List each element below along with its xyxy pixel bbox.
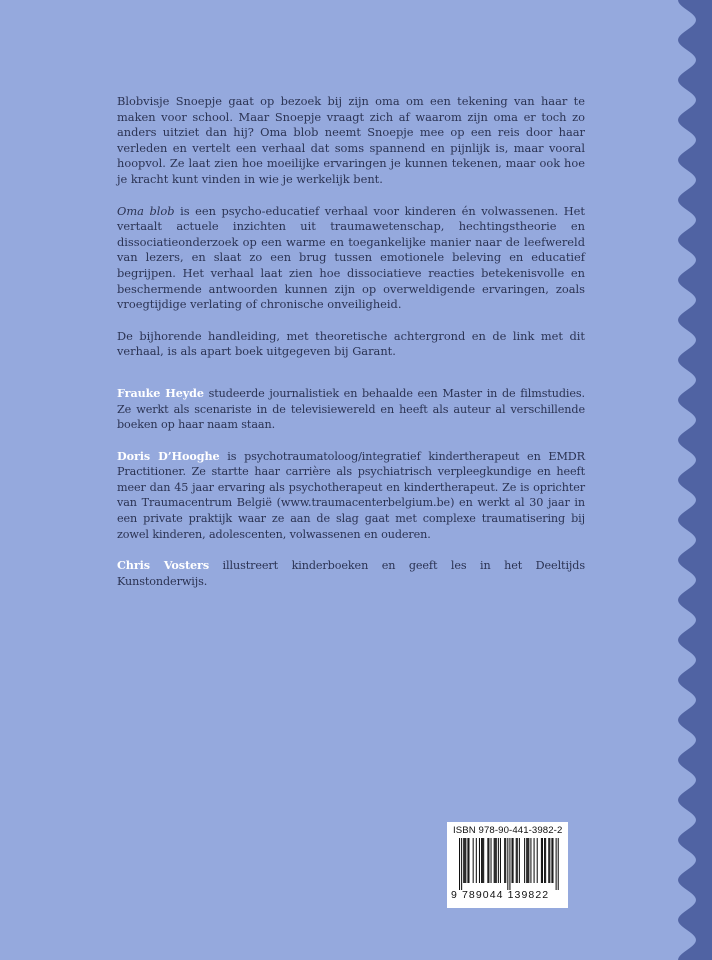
barcode-bar [534,838,535,883]
barcode-bar [491,838,492,883]
author-bio-text: studeerde journalistiek en behaalde een Master in de filmstudies. Ze werkt als scenariste in de televisiewereld en heeft als auteur al verschillende boeken op haar naam staan. [117,386,585,432]
barcode-bar [494,838,495,883]
blurb-paragraph-3: De bijhorende handleiding, met theoretische achtergrond en de link met dit verhaal, is als apart boek uitgegeven bij Garant. [117,328,585,359]
barcode-bar [512,838,513,883]
barcode-bar [483,838,484,883]
barcode-bar [513,838,514,883]
barcode-bar [519,838,520,883]
barcode-bar [467,838,468,883]
barcode-bar [526,838,527,883]
barcode-bar [517,838,518,883]
barcode-bar [482,838,483,883]
author-bio-text: is psychotraumatoloog/integratief kindertherapeut en EMDR Practitioner. Ze startte haar carrière als psychiatrisch verpleegkundige en heeft meer dan 45 jaar ervaring als psychotherapeut en kindertherapeut. Ze is oprichter van Traumacentrum België (www.traumacenterbelgium.be) en werkt al 30 jaar in een private praktijk waar ze aan de slag gaat met complexe traumatisering bij zowel kinderen, adolescenten, volwassenen en ouderen. [117,449,585,541]
barcode-bar [524,838,525,883]
barcode-digits: 9 789044 139822 [451,889,550,901]
blurb-paragraph-2 [117,204,585,313]
barcode-bar [481,838,482,883]
isbn-barcode [447,822,568,908]
barcode-bar [505,838,506,883]
barcode-bar [548,838,549,883]
barcode-bar [530,838,531,883]
barcode-bars [451,838,564,890]
illustrator-name: Chris Vosters [117,558,210,573]
barcode-bar [496,838,497,883]
barcode-bar [544,838,545,883]
barcode-bar [463,838,464,883]
barcode-bar [552,838,553,883]
book-title-italic: Oma blob [117,203,175,218]
barcode-bar [498,838,499,883]
author-name: Doris D’Hooghe [117,448,220,463]
barcode-bar [465,838,466,883]
wavy-edge-decoration [665,0,712,960]
barcode-bar [528,838,529,883]
barcode-bar [464,838,465,883]
barcode-bar [459,838,460,890]
author-name: Frauke Heyde [117,385,204,400]
barcode-bar [556,838,557,890]
barcode-bar [504,838,505,883]
barcode-bar [479,838,480,883]
illustrator-bio-chris [117,558,585,589]
blurb-paragraph-2-text: is een psycho-educatief verhaal voor kinderen én volwassenen. Het vertaalt actuele inzichten uit traumawetenschap, hechtingstheorie en dissociatieonderzoek op een warme en toegankelijke manier naar de leefwereld van lezers, en slaat zo een brug tussen emotionele beleving en educatief begrijpen. Het verhaal laat zien hoe dissociatieve reacties betekenisvolle en beschermende antwoorden kunnen zijn op overweldigende ervaringen, zoals vroegtijdige verlating of chronische onveiligheid. [117,203,585,312]
isbn-label: ISBN 978-90-441-3982-2 [453,825,563,836]
barcode-bar [545,838,546,883]
barcode-bar [500,838,501,883]
barcode-bar [541,838,542,883]
barcode-bar [537,838,538,883]
author-bio-doris [117,449,585,543]
blurb-paragraph-1: Blobvisje Snoepje gaat op bezoek bij zijn oma om een tekening van haar te maken voor school. Maar Snoepje vraagt zich af waarom zijn oma er toch zo anders uitziet dan hij? Oma blob neemt Snoepje mee op een reis door haar verleden en vertelt een verhaal dat soms spannend en pijnlijk is, maar vooral hoopvol. Ze laat zien hoe moeilijke ervaringen je kunnen tekenen, maar ook hoe je kracht kunt vinden in wie je werkelijk bent. [117,94,585,186]
section-gap [117,376,585,386]
barcode-bar [461,838,462,890]
barcode-bar [558,838,559,890]
barcode-bar [509,838,510,890]
illustrator-bio-text: illustreert kinderboeken en geeft les in het Deeltijds Kunstonderwijs. [117,559,585,588]
barcode-bar [495,838,496,883]
author-bio-frauke [117,386,585,433]
barcode-bar [551,838,552,883]
barcode-bar [507,838,508,890]
barcode-bar [549,838,550,883]
text-content [117,94,585,605]
barcode-bar [516,838,517,883]
barcode-bar [476,838,477,883]
barcode-bar [473,838,474,883]
barcode-bar [487,838,488,883]
barcode-bar [488,838,489,883]
barcode-bar [468,838,469,883]
barcode-bar [527,838,528,883]
barcode-bar [542,838,543,883]
